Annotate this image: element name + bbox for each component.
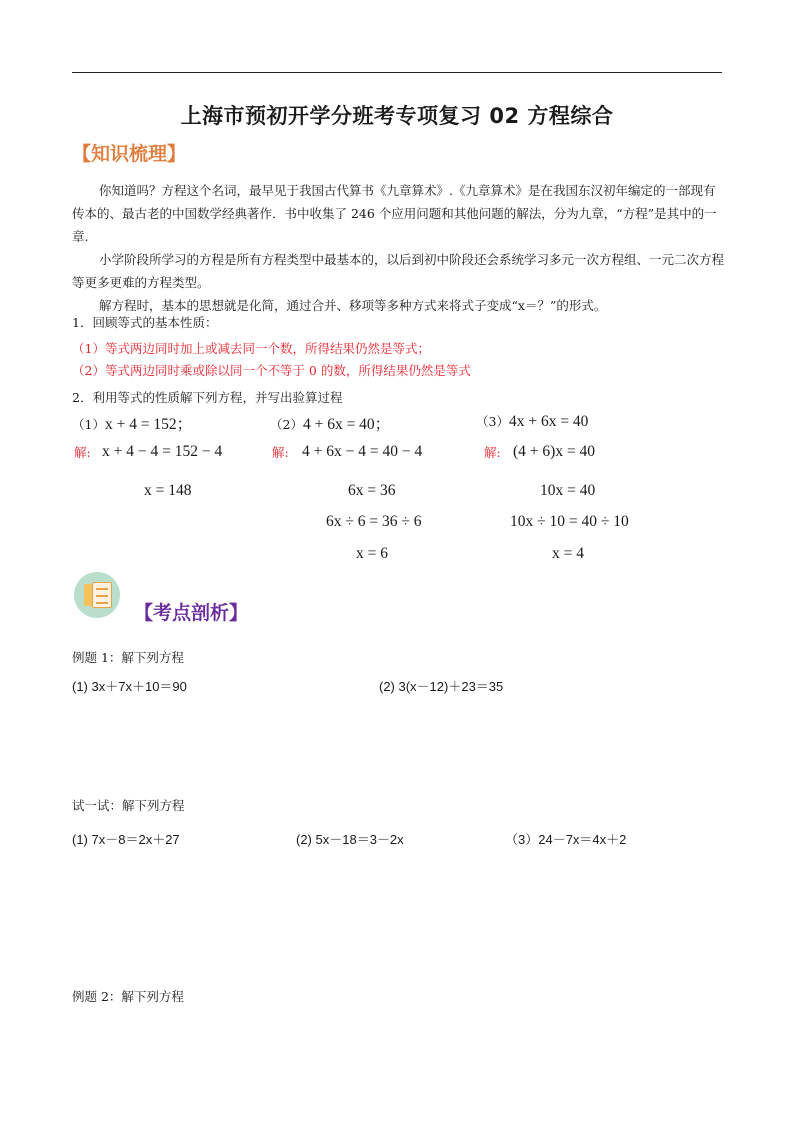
example-2-title: 例题 2：解下列方程 [72,989,184,1004]
solve-label: 解: [74,445,91,460]
solve-label: 解: [484,445,501,460]
solution-3-step-3: 10x ÷ 10 = 40 ÷ 10 [510,513,629,530]
problem-equation: 4x + 6x = 40 [508,413,589,430]
example-1-item-1: (1) 3x＋7x＋10＝90 [72,679,187,694]
solve-label: 解: [272,445,289,460]
intro-paragraph: 你知道吗？方程这个名词，最早见于我国古代算书《九章算术》.《九章算术》是在我国东汉初年编定的一部现有传本的、最古老的中国数学经典著作．书中收集了 246 个应用问题和其他问题的解法，分为九章，“方程”是其中的一章. [72,183,717,244]
intro-paragraph: 解方程时，基本的思想就是化简，通过合并、移项等多种方式来将式子变成“x＝？”的形式。 [99,298,607,313]
problem-3 [476,412,588,431]
solution-3-step-4: x = 4 [552,545,584,562]
try-item-1: (1) 7x－8＝2x＋27 [72,832,180,847]
solution-2-step-1: 4 + 6x − 4 = 40 − 4 [302,443,423,460]
document-icon [74,572,120,618]
solution-2-step-2: 6x = 36 [348,482,396,499]
page-title: 上海市预初开学分班考专项复习 02 方程综合 [180,104,614,128]
intro-paragraphs [72,179,724,317]
item-2-heading: 2．利用等式的性质解下列方程，并写出验算过程 [72,390,343,405]
try-item-2: (2) 5x－18＝3－2x [296,832,404,847]
problem-label: （3） [476,414,509,429]
solution-3-step-1: (4 + 6)x = 40 [513,443,596,460]
problem-2 [270,412,390,434]
problem-1 [72,412,192,434]
section-heading-analysis: 【考点剖析】 [134,602,249,624]
solution-1-step-2: x = 148 [144,482,192,499]
solution-3-step-2: 10x = 40 [540,482,596,499]
header-rule [72,72,722,73]
problem-label: （1） [72,417,105,432]
property-2: （2）等式两边同时乘或除以同一个不等于 0 的数，所得结果仍然是等式 [72,363,471,378]
section-heading-knowledge: 【知识梳理】 [72,143,187,165]
problem-equation: x + 4 = 152； [104,416,193,433]
try-item-3: （3）24－7x＝4x＋2 [505,832,627,847]
intro-paragraph: 小学阶段所学习的方程是所有方程类型中最基本的，以后到初中阶段还会系统学习多元一次方程组、一元二次方程等更多更难的方程类型。 [72,252,725,290]
try-title: 试一试：解下列方程 [72,798,185,813]
problem-label: （2） [270,417,303,432]
problem-equation: 4 + 6x = 40； [302,416,391,433]
example-1-item-2: (2) 3(x－12)＋23＝35 [379,679,504,694]
solution-2-step-3: 6x ÷ 6 = 36 ÷ 6 [326,513,422,530]
example-1-title: 例题 1：解下列方程 [72,650,184,665]
item-1-heading: 1．回顾等式的基本性质： [72,315,218,330]
property-1: （1）等式两边同时加上或减去同一个数，所得结果仍然是等式； [72,341,430,356]
solution-1-step-1: x + 4 − 4 = 152 − 4 [102,443,223,460]
solution-2-step-4: x = 6 [356,545,388,562]
